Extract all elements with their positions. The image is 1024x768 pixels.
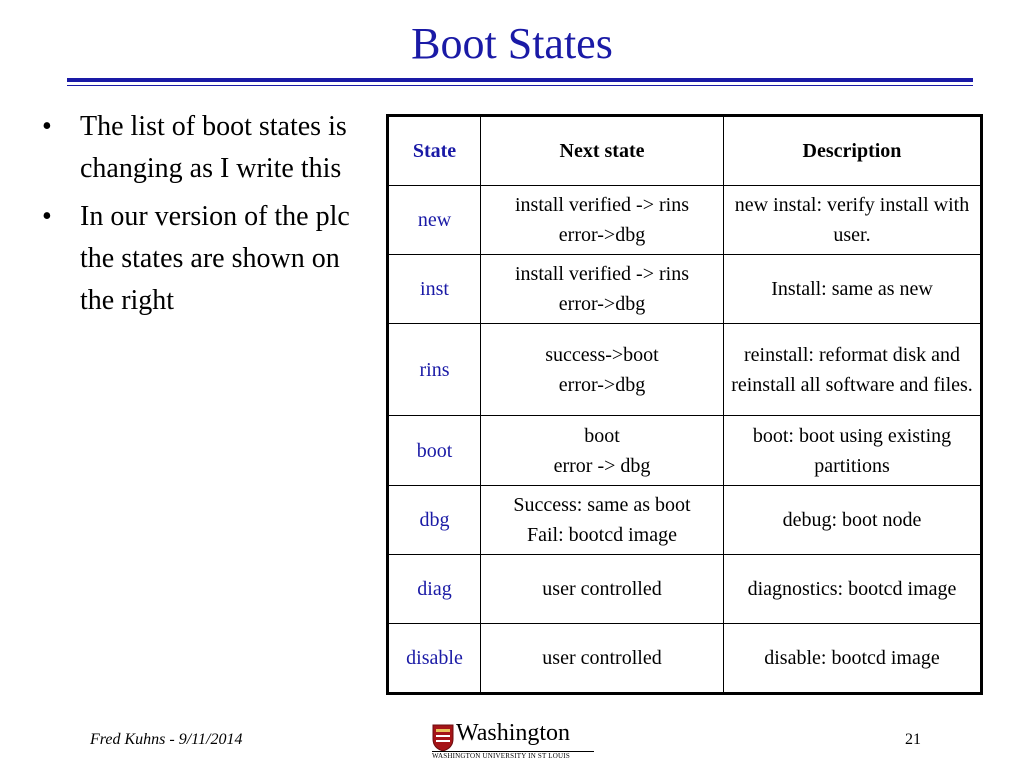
cell-state: dbg xyxy=(388,486,481,555)
slide-title: Boot States xyxy=(411,19,613,68)
table-row xyxy=(388,255,982,324)
cell-next-state: user controlled xyxy=(481,555,724,624)
next-line: Success: same as boot xyxy=(513,494,691,516)
bullet-text: In our version of the plc the states are shown on the right xyxy=(80,201,350,316)
next-line: Fail: bootcd image xyxy=(527,524,677,546)
bullet-item xyxy=(40,196,380,322)
header-description: Description xyxy=(724,116,982,186)
header-next-state: Next state xyxy=(481,116,724,186)
cell-next-state xyxy=(481,255,724,324)
logo-wordmark: Washington xyxy=(456,720,571,746)
cell-description: new instal: verify install with user. xyxy=(724,186,982,255)
footer-author-date: Fred Kuhns - 9/11/2014 xyxy=(90,731,243,748)
page-number: 21 xyxy=(905,731,921,748)
cell-description: boot: boot using existing partitions xyxy=(724,416,982,486)
cell-state: new xyxy=(388,186,481,255)
cell-description: debug: boot node xyxy=(724,486,982,555)
cell-description: disable: bootcd image xyxy=(724,624,982,694)
shield-icon xyxy=(432,724,454,752)
header-state: State xyxy=(388,116,481,186)
cell-description: Install: same as new xyxy=(724,255,982,324)
cell-state: boot xyxy=(388,416,481,486)
table-row xyxy=(388,486,982,555)
bullet-item xyxy=(40,106,380,190)
bullet-dot: • xyxy=(42,201,52,232)
cell-next-state xyxy=(481,186,724,255)
next-line: success->boot xyxy=(545,343,659,366)
bullet-list xyxy=(40,106,380,328)
next-line: error->dbg xyxy=(558,373,646,396)
table-row xyxy=(388,324,982,416)
table-header-row xyxy=(388,116,982,186)
university-logo xyxy=(432,720,602,764)
cell-next-state xyxy=(481,486,724,555)
cell-next-state xyxy=(481,324,724,416)
table-row xyxy=(388,555,982,624)
next-line: error -> dbg xyxy=(553,454,651,477)
cell-state: rins xyxy=(388,324,481,416)
next-line: install verified -> rins xyxy=(514,263,689,285)
cell-next-state: user controlled xyxy=(481,624,724,694)
next-line: error->dbg xyxy=(558,293,646,315)
bullet-text: The list of boot states is changing as I write this xyxy=(80,111,347,184)
title-divider xyxy=(67,78,973,82)
logo-subline: WASHINGTON UNIVERSITY IN ST LOUIS xyxy=(432,752,570,760)
table-row xyxy=(388,416,982,486)
cell-description: reinstall: reformat disk and reinstall all software and files. xyxy=(724,324,982,416)
bullet-dot: • xyxy=(42,111,52,142)
next-line: boot xyxy=(584,424,620,447)
table-row xyxy=(388,624,982,694)
title-divider-thin xyxy=(67,85,973,86)
cell-next-state xyxy=(481,416,724,486)
cell-description: diagnostics: bootcd image xyxy=(724,555,982,624)
cell-state: diag xyxy=(388,555,481,624)
cell-state: disable xyxy=(388,624,481,694)
boot-states-table xyxy=(386,114,983,695)
cell-state: inst xyxy=(388,255,481,324)
next-line: error->dbg xyxy=(558,224,646,246)
next-line: install verified -> rins xyxy=(514,194,689,216)
table-row xyxy=(388,186,982,255)
